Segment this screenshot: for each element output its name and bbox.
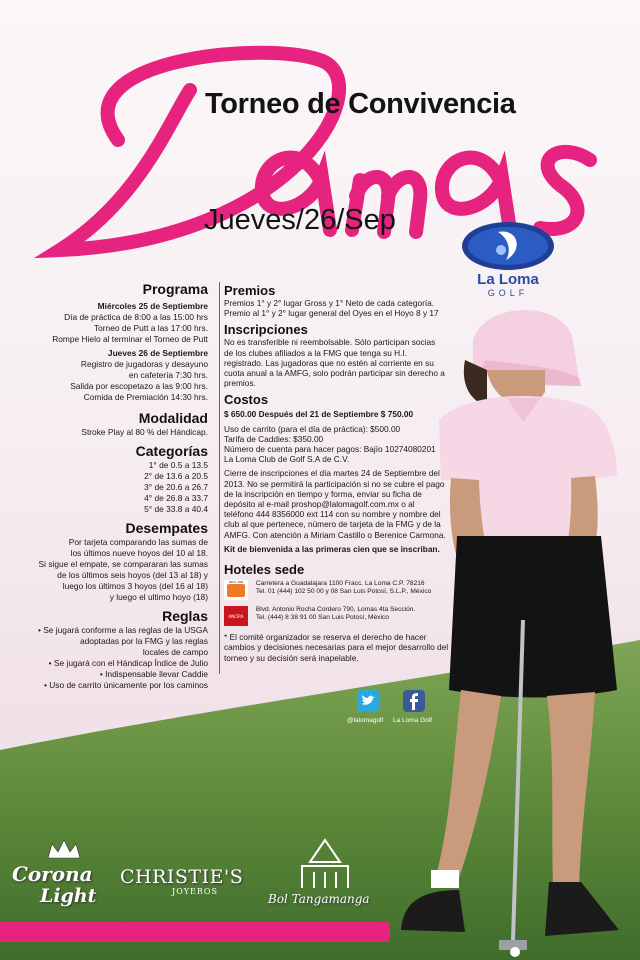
premios-title: Premios <box>224 283 276 298</box>
sponsor-corona: Corona <box>12 862 93 886</box>
headline: Torneo de Convivencia <box>205 88 516 120</box>
costos-cierre: Cierre de inscripciones el día martes 24 de Septiembre del 2013. No se permitirá la participación si no se cubre el pago de la inscripción en tiempo y forma, enviar su ficha de depósito al e-mail proshop@lalomagolf.com.mx o al teléfono 444 8356000 ext 114 con su nombre y nombre del club al que pertenece, número de tarjeta de la FMG y de la AMFG. Con atención a Miriam Castillo o Berenice Carmona. <box>224 468 446 540</box>
premios-line: Premios 1° y 2° lugar Gross y 1° Neto de cada categoría. <box>224 298 435 308</box>
hotel-2-logo <box>224 606 248 626</box>
inscripciones-title: Inscripciones <box>224 322 308 338</box>
desempates-line: Por tarjeta comparando las sumas de <box>68 537 208 547</box>
programa-line: en cafetería 7:30 hrs. <box>128 370 208 380</box>
premios-text <box>224 298 446 318</box>
reglas-line: • Se jugará conforme a las reglas de la USGA <box>37 625 208 635</box>
programa-line: Rompe Hielo al terminar el Torneo de Putt <box>52 334 208 344</box>
costos-price: $ 650.00 Después del 21 de Septiembre $ 750.00 <box>224 409 414 420</box>
right-column <box>224 283 446 577</box>
crown-icon <box>44 838 84 862</box>
reglas-line: • Se jugará con el Hándicap Índice de Julio <box>48 658 208 668</box>
club-name: La Loma <box>477 271 539 288</box>
costos-kit: Kit de bienvenida a las primeras cien que se inscriban. <box>224 543 440 554</box>
costos-line: Tarifa de Caddies: $350.00 <box>224 433 324 444</box>
programa-line: Día de práctica de 8:00 a las 15:00 hrs <box>64 312 208 322</box>
programa-line: Torneo de Putt a las 17:00 hrs. <box>93 323 208 333</box>
hotel-1-address: Carretera a Guadalajara 1100 Fracc. La Loma C.P. 78216 <box>255 580 425 587</box>
modalidad-text: Stroke Play al 80 % del Hándicap. <box>81 427 208 437</box>
desempates-line: luego los últimos 3 hoyos (del 16 al 18) <box>62 581 208 591</box>
programa-day1 <box>28 312 208 345</box>
event-date: Jueves/26/Sep <box>204 204 396 236</box>
categorias-title: Categorías <box>135 443 208 459</box>
pink-footer-bar <box>0 922 390 942</box>
column-divider <box>219 282 220 674</box>
inscripciones-text: No es transferible ni reembolsable. Sólo participan socias de los clubes afiliados a la FMG que tenga su H.I. registrado. Las jugadoras que no estén al corriente en su cuota anual a la AMFG, solo podrán participar sin derecho a premios. <box>224 337 445 389</box>
sponsor-joyeros: JOYEROS <box>172 887 218 896</box>
sponsor-corona-light: Light <box>40 885 97 907</box>
premios-line: Premio al 1° y 2° lugar general del Oyes en el Hoyo 8 y 17 <box>224 308 439 319</box>
programa-line: Registro de jugadoras y desayuno <box>80 359 208 369</box>
desempates-line: y luego el ultimo hoyo (18) <box>109 592 208 602</box>
sponsor-bol-tangamanga: Bol Tangamanga <box>268 892 370 906</box>
hotel-1-logo <box>224 580 248 600</box>
costos-line: Uso de carrito (para el día de práctica): $500.00 <box>224 423 401 434</box>
hotel-1-brand: REAL INN <box>228 580 244 585</box>
costos-line: Número de cuenta para hacer pagos: Bajío 10274080201 La Loma Club de Golf S.A de C.V. <box>224 444 436 465</box>
facebook-page[interactable]: La Loma Golf <box>393 717 433 724</box>
sponsor-christies: CHRISTIE'S <box>120 866 244 888</box>
twitter-handle[interactable]: @lalomagolf <box>347 717 384 724</box>
reglas-title: Reglas <box>162 608 208 624</box>
hotel-1-phone: Tel. 01 (444) 102 50 00 y 08 San Luis Potosí, S.L.P., México <box>255 588 432 595</box>
hotel-2-text <box>256 606 452 622</box>
categoria-item: 2° de 13.6 a 20.5 <box>144 471 208 481</box>
left-column <box>28 281 208 691</box>
programa-title: Programa <box>142 281 208 297</box>
reglas-line: locales de campo <box>142 647 208 657</box>
twitter-icon[interactable] <box>357 690 379 717</box>
programa-day2 <box>28 359 208 403</box>
categoria-item: 3° de 20.6 a 26.7 <box>144 482 208 492</box>
hotel-2 <box>224 606 454 626</box>
programa-line: Comida de Premiación 14:30 hrs. <box>83 392 208 402</box>
desempates-line: los últimos nueve hoyos del 10 al 18. <box>70 548 208 558</box>
costos-title: Costos <box>224 392 269 408</box>
desempates-line: Si sigue el empate, se compararan las sumas <box>38 559 208 569</box>
hotel-2-phone: Tel. (444) 8 38 91 00 San Luis Potosí, México <box>255 614 389 621</box>
facebook-icon[interactable] <box>403 690 425 717</box>
categoria-item: 5° de 33.8 a 40.4 <box>144 504 208 514</box>
club-sub: GOLF <box>487 288 529 298</box>
reglas-line: adoptadas por la FMG y las reglas <box>79 636 208 646</box>
costos-details <box>224 424 446 465</box>
hotel-1-text <box>256 580 452 596</box>
reglas-line: • Indispensable llevar Caddie <box>99 669 208 679</box>
desempates-line: de los últimos seis hoyos (del 13 al 18) y <box>57 570 208 580</box>
reglas-line: • Uso de carrito únicamente por los caminos <box>44 680 208 690</box>
categoria-item: 4° de 26.8 a 33.7 <box>144 493 208 503</box>
hotel-1 <box>224 580 454 600</box>
bol-tangamanga-logo-icon <box>290 836 360 892</box>
hotel-2-brand: ANCIRA <box>228 614 244 619</box>
hotel-2-address: Blvd. Antonio Rocha Cordero 790, Lomas 4ta Sección. <box>255 606 416 613</box>
modalidad-title: Modalidad <box>138 410 208 426</box>
desempates-title: Desempates <box>125 520 208 536</box>
committee-note: * El comité organizador se reserva el derecho de hacer cambios y decisiones necesarias para el mejor desarrollo del torneo y su decisión será inapelable. <box>224 632 449 663</box>
hoteles-title: Hoteles sede <box>224 562 305 578</box>
categoria-item: 1° de 0.5 a 13.5 <box>148 460 208 470</box>
programa-day2-title: Jueves 26 de Septiembre <box>107 348 208 358</box>
programa-day1-title: Miércoles 25 de Septiembre <box>97 301 208 311</box>
programa-line: Salida por escopetazo a las 9:00 hrs. <box>70 381 208 391</box>
